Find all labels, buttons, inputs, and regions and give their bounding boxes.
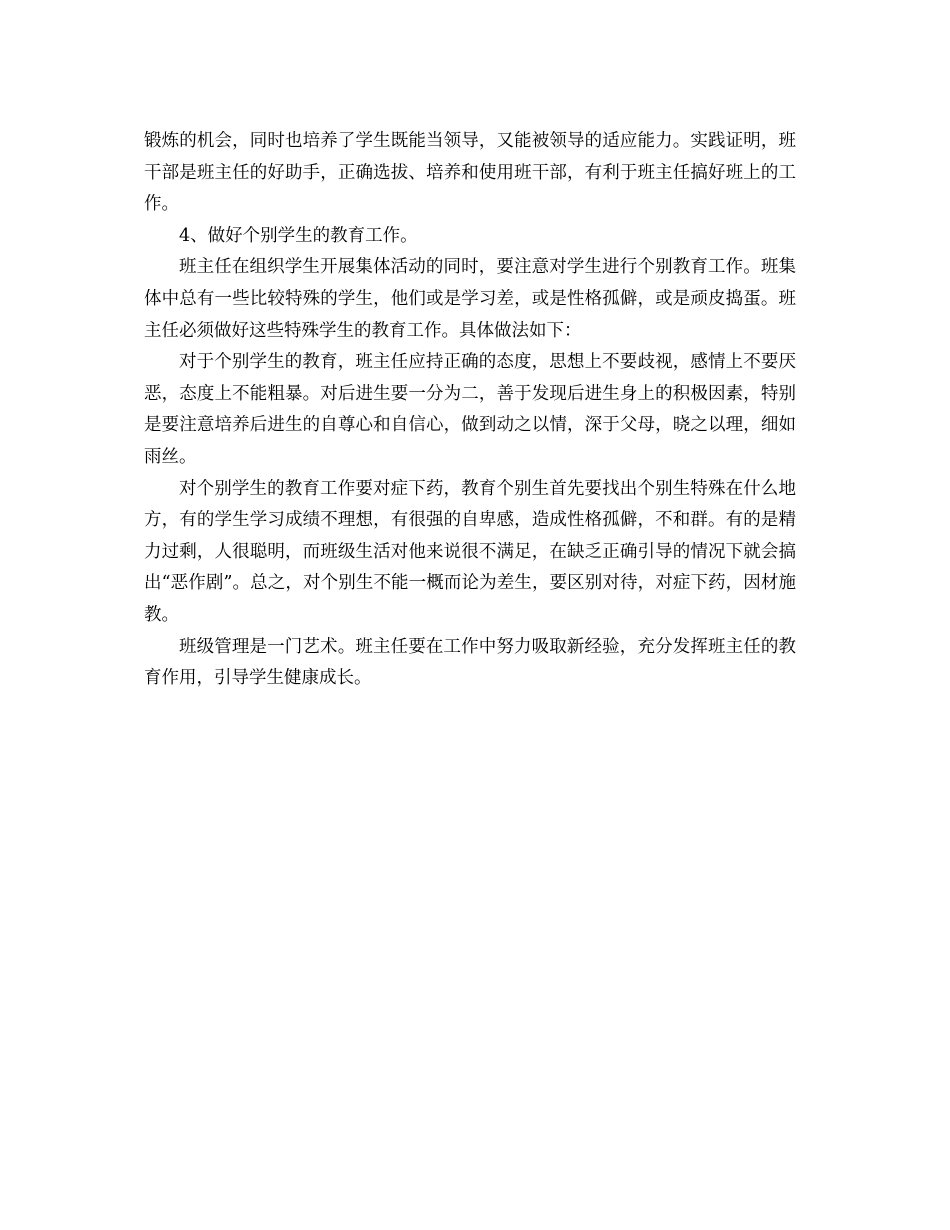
paragraph: 对个别学生的教育工作要对症下药，教育个别生首先要找出个别生特殊在什么地方，有的学生学习成绩不理想，有很强的自卑感，造成性格孤僻，不和群。有的是精力过剩，人很聪明，而班级生活对他来说很不满足，在缺乏正确引导的情况下就会搞出“恶作剧”。总之，对个别生不能一概而论为差生，要区别对待，对症下药，因材施教。 — [144, 478, 796, 625]
paragraph: 对于个别学生的教育，班主任应持正确的态度，思想上不要歧视，感情上不要厌恶，态度上不能粗暴。对后进生要一分为二，善于发现后进生身上的积极因素，特别是要注意培养后进生的自尊心和自信心，做到动之以情，深于父母，晓之以理，细如雨丝。 — [144, 352, 796, 467]
paragraph: 班级管理是一门艺术。班主任要在工作中努力吸取新经验，充分发挥班主任的教育作用，引导学生健康成长。 — [144, 636, 796, 689]
section-heading: 4、做好个别学生的教育工作。 — [179, 225, 418, 246]
paragraph: 班主任在组织学生开展集体活动的同时，要注意对学生进行个别教育工作。班集体中总有一些比较特殊的学生，他们或是学习差，或是性格孤僻，或是顽皮捣蛋。班主任必须做好这些特殊学生的教育工作。具体做法如下： — [144, 257, 796, 341]
paragraph-continuation: 锻炼的机会，同时也培养了学生既能当领导，又能被领导的适应能力。实践证明，班干部是班主任的好助手，正确选拔、培养和使用班干部，有利于班主任搞好班上的工作。 — [144, 131, 796, 215]
document-body — [144, 126, 796, 695]
